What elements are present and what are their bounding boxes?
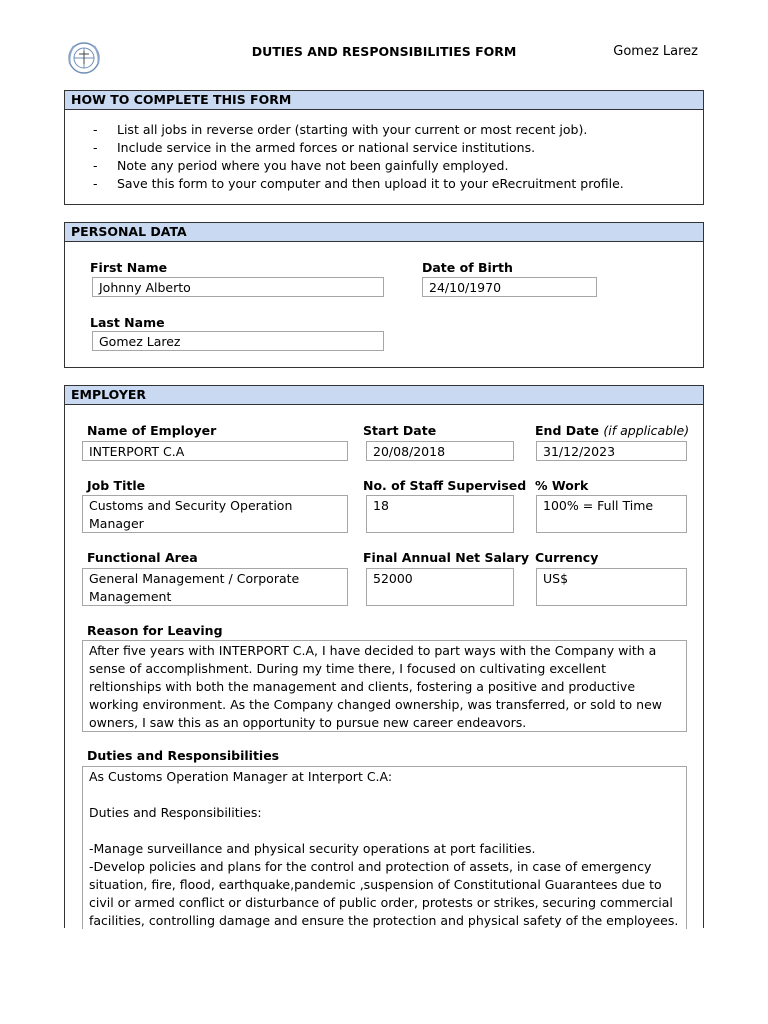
- how-to-heading: HOW TO COMPLETE THIS FORM: [65, 91, 703, 110]
- staff-supervised-field[interactable]: 18: [366, 495, 514, 533]
- form-title: DUTIES AND RESPONSIBILITIES FORM: [251, 44, 517, 59]
- job-title-field[interactable]: Customs and Security Operation Manager: [82, 495, 348, 533]
- last-name-field[interactable]: Gomez Larez: [92, 331, 384, 351]
- end-date-label: End Date (if applicable): [535, 423, 690, 438]
- last-name-label: Last Name: [90, 315, 165, 330]
- functional-area-field[interactable]: General Management / Corporate Management: [82, 568, 348, 606]
- reason-for-leaving-field[interactable]: After five years with INTERPORT C.A, I have decided to part ways with the Company with a sense of accomplishment. During my time there, I focused on cultivating excellent reltionships with both the management and clients, fostering a positive and productive working environment. As the Company changed ownership, was transferred, or sold to new owners, I saw this as an opportunity to pursue new career endeavors.: [82, 640, 687, 732]
- how-to-section: HOW TO COMPLETE THIS FORM - List all jobs in reverse order (starting with your current or most recent job). - Include service in the armed forces or national service institutions. - Note any period where you have not been gainfully employed. - Save this form to your computer and then upload it to your eRecruitment profile.: [64, 90, 704, 205]
- duties-field[interactable]: As Customs Operation Manager at Interport C.A: Duties and Responsibilities: -Manage surveillance and physical security operations at port facilities. -Develop policies and plans for the control and protection of assets, in case of emergency situation, fire, flood, earthquake,pandemic ,suspension of Constitutional Guarantees due to civil or armed conflict or disturbance of public order, protests or strikes, securing commercial facilities, controlling damage and ensure the protection and physical safety of the employees.: [82, 766, 687, 929]
- start-date-field[interactable]: 20/08/2018: [366, 441, 514, 461]
- staff-supervised-label: No. of Staff Supervised: [363, 478, 527, 493]
- personal-data-heading: PERSONAL DATA: [65, 223, 703, 242]
- first-name-field[interactable]: Johnny Alberto: [92, 277, 384, 297]
- functional-area-label: Functional Area: [87, 550, 198, 565]
- dob-field[interactable]: 24/10/1970: [422, 277, 597, 297]
- employer-heading: EMPLOYER: [65, 386, 703, 405]
- reason-for-leaving-label: Reason for Leaving: [87, 623, 223, 638]
- percent-work-label: % Work: [535, 478, 589, 493]
- end-date-field[interactable]: 31/12/2023: [536, 441, 687, 461]
- applicant-name-header: Gomez Larez: [613, 44, 698, 59]
- start-date-label: Start Date: [363, 423, 437, 438]
- percent-work-field[interactable]: 100% = Full Time: [536, 495, 687, 533]
- dob-label: Date of Birth: [422, 260, 513, 275]
- employer-name-label: Name of Employer: [87, 423, 217, 438]
- job-title-label: Job Title: [87, 478, 146, 493]
- currency-label: Currency: [535, 550, 599, 565]
- employer-name-field[interactable]: INTERPORT C.A: [82, 441, 348, 461]
- duties-label: Duties and Responsibilities: [87, 748, 280, 763]
- salary-label: Final Annual Net Salary: [363, 550, 529, 565]
- employer-section: [64, 385, 704, 928]
- personal-data-section: [64, 222, 704, 368]
- salary-field[interactable]: 52000: [366, 568, 514, 606]
- first-name-label: First Name: [90, 260, 168, 275]
- currency-field[interactable]: US$: [536, 568, 687, 606]
